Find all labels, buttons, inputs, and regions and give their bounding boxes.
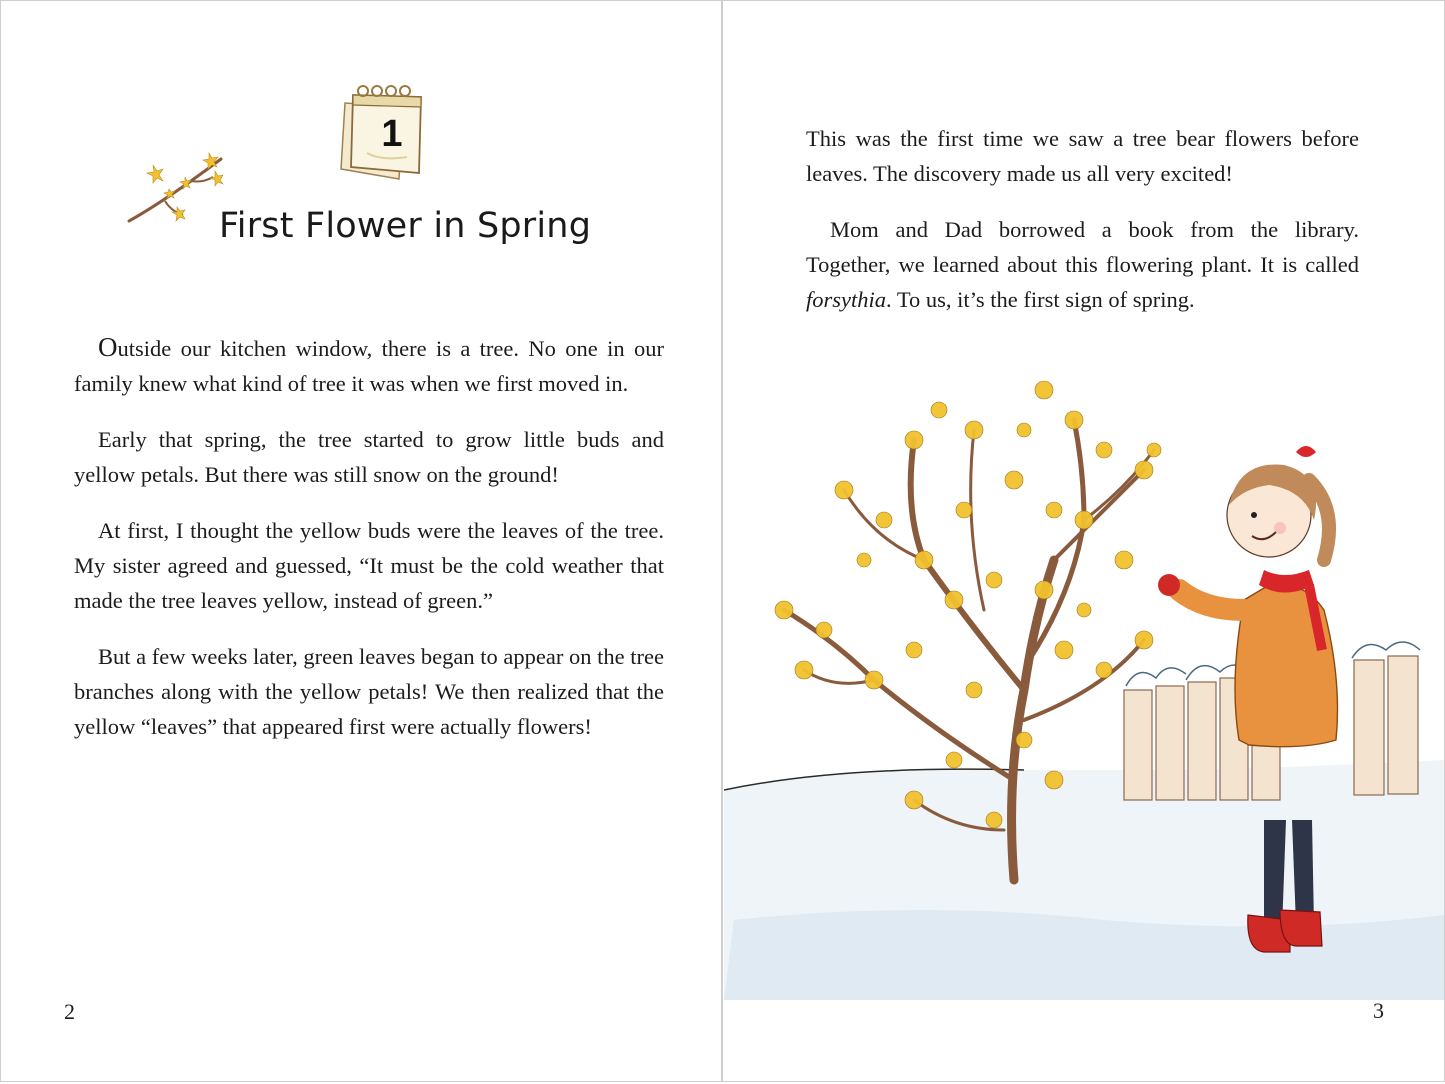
chapter-title: First Flower in Spring (219, 206, 592, 246)
paragraph: Outside our kitchen window, there is a tree. No one in our family knew what kind of tree it was when we first moved in. (74, 332, 664, 396)
right-body-text (806, 121, 1359, 338)
paragraph: This was the first time we saw a tree bear flowers before leaves. The discovery made us all very excited! (806, 126, 1359, 186)
paragraph: Mom and Dad borrowed a book from the library. Together, we learned about this flowering plant. It is called forsythia. To us, it’s the first sign of spring. (806, 217, 1359, 312)
paragraph: Early that spring, the tree started to grow little buds and yellow petals. But there was still snow on the ground! (74, 427, 664, 487)
plant-name: forsythia (806, 287, 887, 312)
forsythia-branch-icon (125, 149, 229, 229)
paragraph: At first, I thought the yellow buds were the leaves of the tree. My sister agreed and guessed, “It must be the cold weather that made the tree leaves yellow, instead of green.” (74, 518, 664, 613)
page-number: 3 (1373, 998, 1384, 1023)
girl-and-forsythia-illustration (724, 360, 1444, 1000)
left-body-text (74, 330, 664, 765)
chapter-number: 1 (381, 113, 403, 155)
first-letter: O (98, 332, 118, 362)
left-page (0, 0, 722, 1082)
page-number: 2 (64, 999, 75, 1024)
paragraph: But a few weeks later, green leaves began to appear on the tree branches along with the yellow petals! We then realized that the yellow “leaves” that appeared first were actually flowers! (74, 644, 664, 739)
